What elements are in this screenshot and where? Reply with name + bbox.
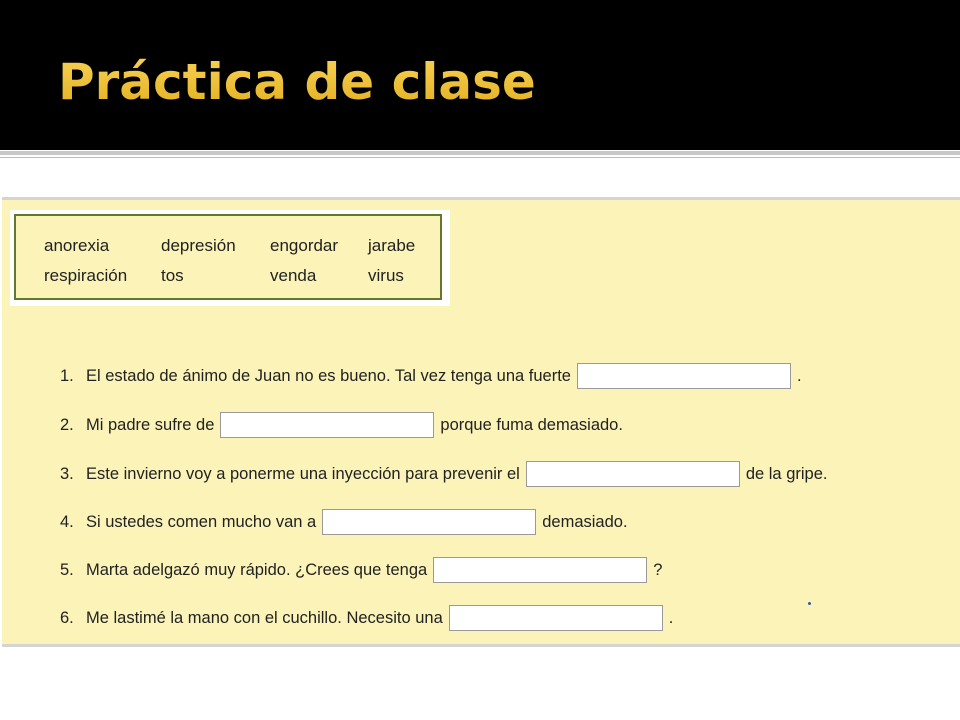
title-bar [0, 0, 960, 150]
answer-input-3[interactable] [526, 461, 740, 487]
answer-input-1[interactable] [577, 363, 791, 389]
question-text-after: porque fuma demasiado. [440, 415, 623, 434]
question-number: 3. [60, 464, 74, 483]
answer-input-6[interactable] [449, 605, 663, 631]
divider-thin [0, 157, 960, 158]
question-text-after: de la gripe. [745, 464, 828, 483]
question-text-before: Si ustedes comen mucho van a [86, 512, 317, 531]
question-text-before: Me lastimé la mano con el cuchillo. Necesito una [86, 608, 443, 627]
answer-input-5[interactable] [433, 557, 647, 583]
question-2 [60, 411, 623, 439]
question-text-after: demasiado. [542, 512, 628, 531]
word-engordar: engordar [270, 236, 339, 255]
exercise-panel [2, 197, 960, 647]
divider-thick [0, 151, 960, 155]
stray-dot [808, 602, 811, 605]
word-venda: venda [270, 266, 317, 285]
question-number: 2. [60, 415, 74, 434]
word-depresion: depresión [161, 236, 236, 255]
question-text-after: . [796, 366, 802, 385]
word-bank [14, 214, 442, 300]
question-text-before: El estado de ánimo de Juan no es bueno. Tal vez tenga una fuerte [86, 366, 571, 385]
word-bank-frame [10, 210, 450, 306]
slide-title: Práctica de clase [58, 50, 536, 114]
question-1 [60, 362, 802, 390]
question-number: 1. [60, 366, 74, 385]
question-text-before: Mi padre sufre de [86, 415, 215, 434]
question-text-before: Este invierno voy a ponerme una inyección para prevenir el [86, 464, 520, 483]
word-respiracion: respiración [44, 266, 128, 285]
word-anorexia: anorexia [44, 236, 110, 255]
question-number: 6. [60, 608, 74, 627]
word-tos: tos [161, 266, 184, 285]
word-virus: virus [368, 266, 404, 285]
question-number: 5. [60, 560, 74, 579]
question-6 [60, 604, 673, 632]
question-4 [60, 508, 628, 536]
answer-input-2[interactable] [220, 412, 434, 438]
answer-input-4[interactable] [322, 509, 536, 535]
question-text-after: . [668, 608, 674, 627]
question-text-after: ? [653, 560, 663, 579]
question-text-before: Marta adelgazó muy rápido. ¿Crees que tenga [86, 560, 428, 579]
question-number: 4. [60, 512, 74, 531]
question-5 [60, 556, 662, 584]
question-3 [60, 460, 827, 488]
word-jarabe: jarabe [368, 236, 416, 255]
